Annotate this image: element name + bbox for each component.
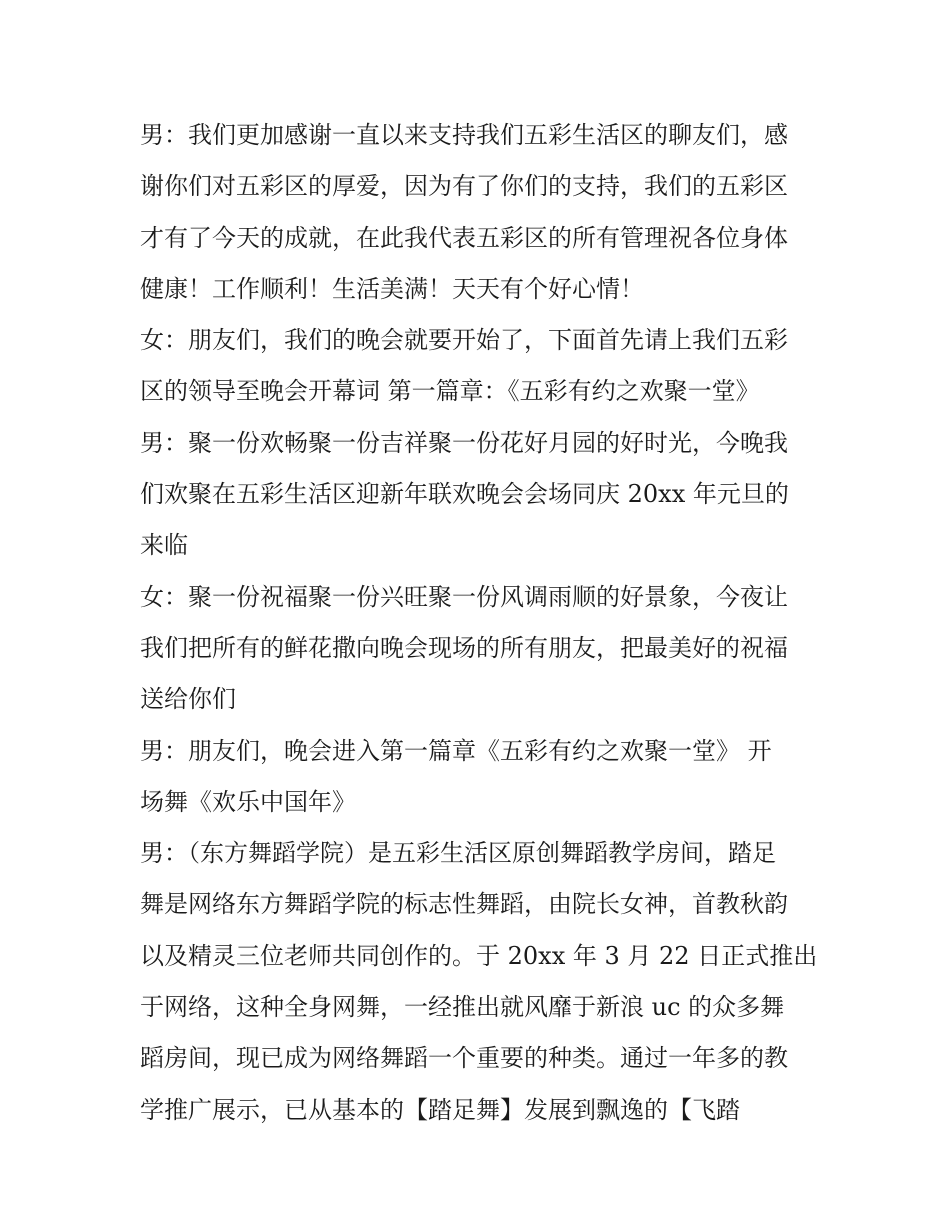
text-line: 才有了今天的成就，在此我代表五彩区的所有管理祝各位身体 xyxy=(140,223,788,252)
text-line: 来临 xyxy=(140,531,188,560)
text-line: 我们把所有的鲜花撒向晚会现场的所有朋友，把最美好的祝福 xyxy=(140,633,788,662)
text-line: 男：我们更加感谢一直以来支持我们五彩生活区的聊友们，感 xyxy=(140,121,788,149)
text-line: 男：朋友们，晚会进入第一篇章《五彩有约之欢聚一堂》 开 xyxy=(140,736,772,765)
text-line: 蹈房间，现已成为网络舞蹈一个重要的种类。通过一年多的教 xyxy=(140,1044,788,1073)
text-line: 以及精灵三位老师共同创作的。于 20xx 年 3 月 22 日正式推出 xyxy=(140,941,818,970)
text-line: 区的领导至晚会开幕词 第一篇章：《五彩有约之欢聚一堂》 xyxy=(140,377,760,406)
text-line: 女：聚一份祝福聚一份兴旺聚一份风调雨顺的好景象，今夜让 xyxy=(140,582,788,611)
text-line: 们欢聚在五彩生活区迎新年联欢晚会会场同庆 20xx 年元旦的 xyxy=(140,480,789,509)
text-line: 于网络，这种全身网舞，一经推出就风靡于新浪 uc 的众多舞 xyxy=(140,993,785,1022)
text-line: 男：聚一份欢畅聚一份吉祥聚一份花好月园的好时光，今晚我 xyxy=(140,428,788,457)
text-line: 健康！工作顺利！生活美满！天天有个好心情！ xyxy=(140,274,644,303)
text-line: 送给你们 xyxy=(140,685,236,714)
text-line: 学推广展示，已从基本的【踏足舞】发展到飘逸的【飞踏 xyxy=(140,1095,740,1124)
document-body xyxy=(140,110,820,1136)
text-line: 舞是网络东方舞蹈学院的标志性舞蹈，由院长女神，首教秋韵 xyxy=(140,890,788,919)
text-line: 谢你们对五彩区的厚爱，因为有了你们的支持，我们的五彩区 xyxy=(140,172,788,201)
text-line: 女：朋友们，我们的晚会就要开始了，下面首先请上我们五彩 xyxy=(140,326,788,355)
text-line: 男：（东方舞蹈学院）是五彩生活区原创舞蹈教学房间，踏足 xyxy=(140,839,776,868)
text-line: 场舞《欢乐中国年》 xyxy=(140,787,356,816)
